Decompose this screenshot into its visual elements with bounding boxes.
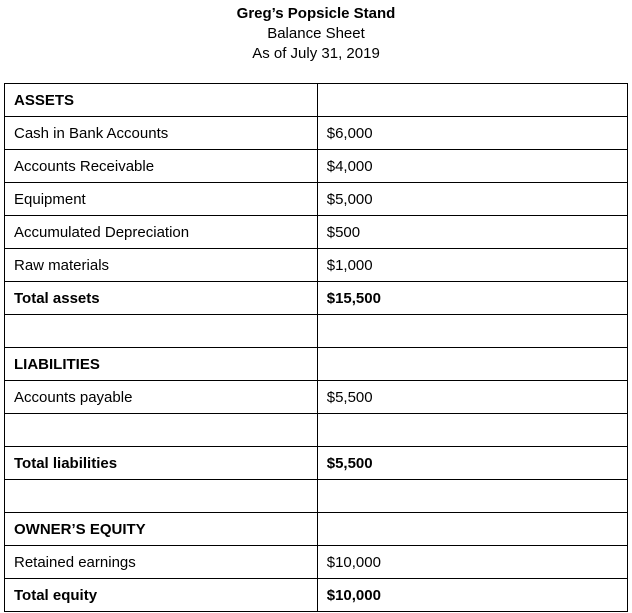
label-cell: Total liabilities xyxy=(5,447,318,480)
table-row xyxy=(5,381,628,414)
table-row xyxy=(5,282,628,315)
label-cell: Accounts Receivable xyxy=(5,150,318,183)
value-cell: $500 xyxy=(317,216,627,249)
table-row xyxy=(5,513,628,546)
label-cell: Total equity xyxy=(5,579,318,612)
value-cell: $5,000 xyxy=(317,183,627,216)
label-cell: Equipment xyxy=(5,183,318,216)
label-cell: Retained earnings xyxy=(5,546,318,579)
table-row xyxy=(5,546,628,579)
value-cell xyxy=(317,348,627,381)
label-cell: Raw materials xyxy=(5,249,318,282)
document-subtitle: Balance Sheet xyxy=(267,25,365,42)
label-cell xyxy=(5,315,318,348)
table-row xyxy=(5,117,628,150)
value-cell: $1,000 xyxy=(317,249,627,282)
value-cell: $10,000 xyxy=(317,579,627,612)
value-cell xyxy=(317,414,627,447)
label-cell: OWNER’S EQUITY xyxy=(5,513,318,546)
value-cell: $5,500 xyxy=(317,381,627,414)
balance-sheet-rows xyxy=(5,84,628,612)
label-cell: LIABILITIES xyxy=(5,348,318,381)
value-cell: $15,500 xyxy=(317,282,627,315)
label-cell xyxy=(5,480,318,513)
table-row xyxy=(5,447,628,480)
table-row xyxy=(5,414,628,447)
value-cell xyxy=(317,84,627,117)
value-cell xyxy=(317,315,627,348)
value-cell: $10,000 xyxy=(317,546,627,579)
balance-sheet-table xyxy=(4,83,628,612)
table-row xyxy=(5,348,628,381)
document-header xyxy=(0,0,632,64)
document-date: As of July 31, 2019 xyxy=(252,45,380,62)
label-cell: Total assets xyxy=(5,282,318,315)
table-row xyxy=(5,579,628,612)
table-row xyxy=(5,84,628,117)
value-cell: $6,000 xyxy=(317,117,627,150)
table-row xyxy=(5,150,628,183)
label-cell: Cash in Bank Accounts xyxy=(5,117,318,150)
table-row xyxy=(5,315,628,348)
label-cell: Accumulated Depreciation xyxy=(5,216,318,249)
value-cell: $5,500 xyxy=(317,447,627,480)
document-title: Greg’s Popsicle Stand xyxy=(236,5,396,22)
label-cell: Accounts payable xyxy=(5,381,318,414)
value-cell: $4,000 xyxy=(317,150,627,183)
table-row xyxy=(5,183,628,216)
table-row xyxy=(5,249,628,282)
label-cell: ASSETS xyxy=(5,84,318,117)
label-cell xyxy=(5,414,318,447)
table-row xyxy=(5,216,628,249)
value-cell xyxy=(317,480,627,513)
table-row xyxy=(5,480,628,513)
value-cell xyxy=(317,513,627,546)
